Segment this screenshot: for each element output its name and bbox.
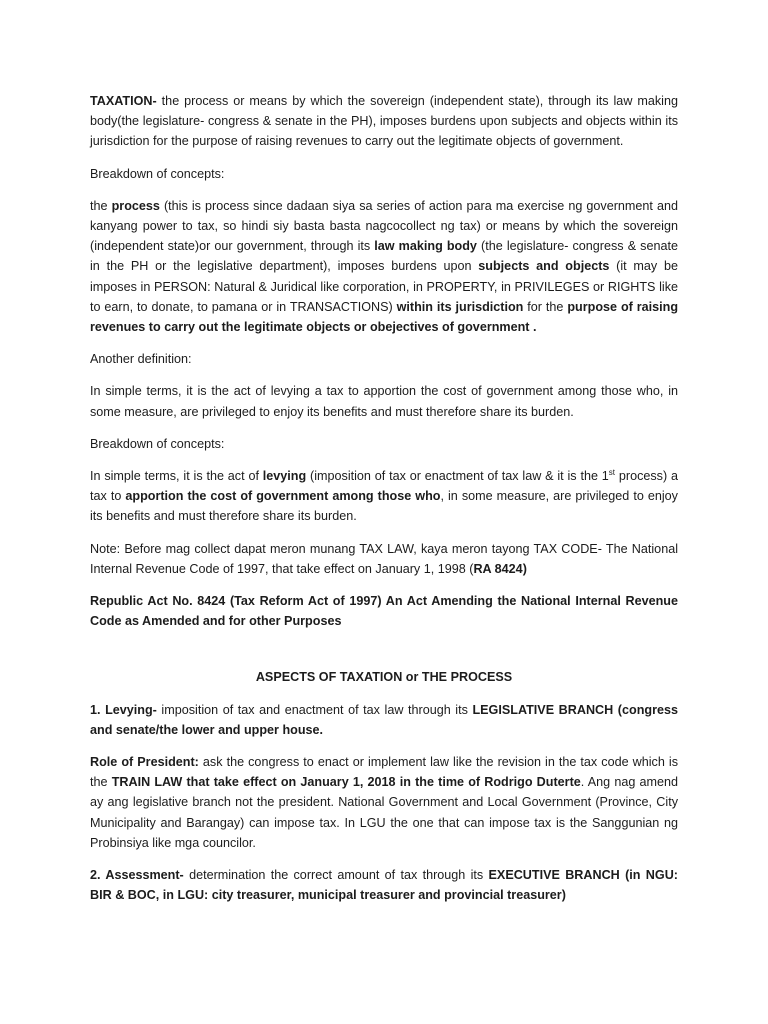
section-heading: ASPECTS OF TAXATION or THE PROCESS bbox=[255, 670, 513, 685]
role-of-president-paragraph: Role of President: ask the congress to enact or implement law like the revision in the tax code which is the TRAIN LAW that take effect on January 1, 2018 in the time of Rodrigo Duterte. Ang nag amend ay ang legislative branch not the president. National Government and Local Government (Province, City Municipality and Barangay) can impose tax. In LGU the one that can impose tax is the Sanggunian ng Probinsiya like mga councilor. bbox=[90, 755, 679, 850]
taxation-definition: TAXATION- the process or means by which the sovereign (independent state), through its law making body(the legislature- congress & senate in the PH), imposes burdens upon subjects and objects within its jurisdiction for the purpose of raising revenues to carry out the legitimate objects of government. bbox=[90, 94, 678, 149]
breakdown-paragraph-2: In simple terms, it is the act of levying (imposition of tax or enactment of tax law & it is the 1st process) a tax to apportion the cost of government among those who, in some measure, are privileged to enjoy its benefits and must therefore share its burden. bbox=[90, 467, 679, 524]
republic-act-paragraph: Republic Act No. 8424 (Tax Reform Act of 1997) An Act Amending the National Internal Revenue Code as Amended and for other Purposes bbox=[90, 594, 678, 629]
breakdown-paragraph-1: the process (this is process since dadaan siya sa series of action para ma exercise ng government and kanyang power to tax, so hindi siy basta basta nagcocollect ng tax) or means by which the sovereign (independent state)or our government, through its law making body (the legislature- congress & senate in the PH or the legislative department), imposes burdens upon subjects and objects (it may be imposes in PERSON: Natural & Juridical like corporation, in PROPERTY, in PRIVILEGES or RIGHTS like to earn, to donate, to pamana or in TRANSACTIONS) within its jurisdiction for the purpose of raising revenues to carry out the legitimate objects or obejectives of government . bbox=[90, 198, 679, 335]
breakdown-label-2: Breakdown of concepts: bbox=[90, 436, 225, 451]
another-definition-label: Another definition: bbox=[90, 352, 192, 367]
assessment-paragraph: 2. Assessment- determination the correct amount of tax through its EXECUTIVE BRANCH (in NGU: BIR & BOC, in LGU: city treasurer, municipal treasurer and provincial treasurer) bbox=[90, 868, 678, 903]
tax-code-note: Note: Before mag collect dapat meron munang TAX LAW, kaya meron tayong TAX CODE- The National Internal Revenue Code of 1997, that take effect on January 1, 1998 (RA 8424) bbox=[90, 541, 678, 576]
levying-paragraph: 1. Levying- imposition of tax and enactment of tax law through its LEGISLATIVE BRANCH (congress and senate/the lower and upper house. bbox=[90, 702, 678, 737]
simple-terms-definition: In simple terms, it is the act of levying a tax to apportion the cost of government among those who, in some measure, are privileged to enjoy its benefits and must therefore share its burden. bbox=[90, 384, 678, 419]
document-page bbox=[90, 91, 678, 906]
breakdown-label-1: Breakdown of concepts: bbox=[90, 166, 225, 181]
